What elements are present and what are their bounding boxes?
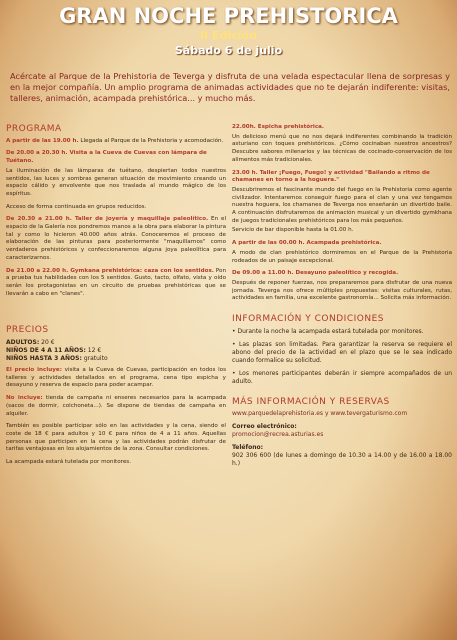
programa-title: PROGRAMA: [6, 124, 62, 134]
condicion-text: Los menores participantes deberán ir siempre acompañados de un adulto.: [232, 369, 453, 385]
price-list: [6, 339, 226, 363]
edition-label: II Edición: [200, 29, 257, 42]
programa-item-text: Servicio de bar disponible hasta la 01.00 h.: [232, 227, 354, 234]
event-date: Sábado 6 de julio: [174, 44, 283, 57]
price-value: gratuito: [83, 355, 108, 363]
precio-no-incluye: [6, 395, 226, 418]
price-ninos-3: [6, 355, 226, 363]
price-value: 12 €: [87, 347, 102, 355]
web-links[interactable]: www.parquedelaprehistoria.es y www.tevergaturismo.com: [232, 410, 408, 418]
programa-item: [232, 170, 452, 185]
programa-item-heading: A partir de las 00.00 h. Acampada prehistórica.: [232, 240, 382, 247]
price-label: NIÑOS HASTA 3 AÑOS:: [6, 355, 82, 363]
programa-item-text: En el espacio de la Galería nos pondremos manos a la obra para elaborar la pintura tal y como lo hicieron 40.000 años atrás. Conoceremos el proceso de elaboración de las pinturas para posteriormente "maquillarnos" como verdaderos prehistóricos y confeccionaremos alguna joya paleolítica para caracterizarnos.: [6, 216, 226, 261]
programa-item: [232, 240, 452, 248]
precio-incluye-label: El precio incluye:: [6, 367, 62, 374]
intro-paragraph: Acércate al Parque de la Prehistoria de Teverga y disfruta de una velada espectacular llena de sorpresas y en la mejor compañía. Un amplio programa de animadas actividades que no te dejarán indiferente: visitas, talleres, animación, acampada prehistórica... y mucho más.: [10, 71, 450, 103]
precio-note: También es posible participar sólo en las actividades y la cena, siendo el coste de 18 € para adultos y 10 € para niños de 4 a 11 años. Aquellas personas que participen en la cena y las actividades podrán disfrutar de tarifas ventajosas en los alojamientos de la zona. Consultar condiciones.: [6, 423, 226, 453]
programa-item-text: Llegada al Parque de la Prehistoria y acomodación.: [78, 137, 224, 144]
programa-item-heading: De 20.30 a 21.00 h. Taller de joyería y maquillaje paleolítico.: [6, 216, 209, 223]
email-link[interactable]: promocion@recrea.asturias.es: [232, 431, 324, 439]
phone-text: 902 306 600 (de lunes a domingo de 10.30 a 14.00 y de 16.00 a 18.00 h.): [232, 452, 452, 468]
precio-note: La acampada estará tutelada por monitores.: [6, 459, 131, 466]
condicion-item: • Los menores participantes deberán ir siempre acompañados de un adulto.: [232, 369, 453, 385]
programa-item-text: Descubriremos el fascinante mundo del fuego en la Prehistoria como agente civilizador. Intentaremos conseguir fuego para el clan y una vez tengamos nuestra hoguera, los chamanes de Teverga nos enseñarán un divertido baile. A continuación disfrutaremos de animación musical y un divertido gymkhana de juegos tradicionales prehistóricos para los más pequeños.: [232, 186, 452, 224]
condicion-text: Durante la noche la acampada estará tutelada por monitores.: [237, 327, 424, 335]
condicion-item: • Durante la noche la acampada estará tutelada por monitores.: [232, 327, 424, 335]
precio-incluye: [6, 367, 226, 390]
precio-incluye-text: visita a la Cueva de Cuevas, participación en todos los talleres y actividades detallados en el programa, cena tipo espicha y desayuno y reserva de espacio para poder acampar.: [6, 367, 227, 389]
precios-title: PRECIOS: [6, 325, 49, 336]
programa-item: [6, 216, 226, 262]
reservas-title: MÁS INFORMACIÓN Y RESERVAS: [232, 396, 390, 407]
precio-no-incluye-text: tienda de campaña ni enseres necesarios para la acampada (sacos de dormir, colchoneta...). Se dispone de tiendas de campaña en alquiler.: [6, 395, 227, 417]
programa-item-heading: De 09.00 a 11.00 h. Desayuno paleolítico y recogida.: [232, 270, 399, 277]
programa-item-heading: De 20.00 a 20.30 h. Visita a la Cueva de Cuevas con lámpara de Tuétano.: [6, 150, 207, 165]
programa-item-text: Acceso de forma continuada en grupos reducidos.: [6, 203, 147, 210]
price-value: 20 €: [41, 339, 55, 347]
price-ninos-4-11: [6, 347, 226, 355]
programa-item-text: Después de reponer fuerzas, nos prepararemos para disfrutar de una nueva jornada. Teverga nos ofrece múltiples propuestas: visitas culturales, rutas, actividades en familia, una excelente gastronomía... Solicita más información.: [232, 279, 452, 302]
programa-item: [232, 124, 452, 132]
programa-item: [232, 270, 452, 278]
poster-header: [0, 4, 457, 57]
price-label: NIÑOS DE 4 A 11 AÑOS:: [6, 347, 86, 355]
programa-item-heading: 23.00 h. Taller ¡Fuego, Fuego! y actividad "Bailando a ritmo de chamanes en torno a la hoguera.": [232, 169, 430, 184]
programa-item-heading: 22.00h. Espicha prehistórica.: [232, 124, 325, 130]
programa-item: [6, 268, 226, 299]
programa-item-text: La iluminación de las lámparas de tuétano, despiertan todos nuestros sentidos, las luces y sombras generan situación de movimiento creando un espacio cálido y envolvente que nos traslada al mundo mágico de los espíritus.: [6, 167, 226, 197]
programa-item: [6, 150, 226, 165]
programa-item-heading: De 21.00 a 22.00 h. Gymkana prehistórica: caza con los sentidos.: [6, 267, 214, 274]
left-column: [6, 124, 226, 472]
right-column: [232, 124, 452, 473]
poster-title: GRAN NOCHE PREHISTORICA: [59, 4, 398, 28]
phone-label: Teléfono:: [232, 444, 264, 452]
programa-item-text: Pon a prueba tus habilidades con los 5 sentidos. Gusto, tacto, olfato, vista y oído serán los protagonistas en un circuito de pruebas prehistóricas que se llevarán a cabo en "clanes".: [6, 267, 227, 297]
precio-no-incluye-label: No incluye:: [6, 395, 43, 402]
programa-item-text: A modo de clan prehistórico dormiremos en el Parque de la Prehistoria rodeados de un paisaje excepcional.: [232, 249, 452, 264]
condicion-text: Las plazas son limitadas. Para garantizar la reserva se requiere el abono del precio de la actividad en el plazo que se le sea indicado cuando formalice su solicitud.: [232, 340, 452, 364]
condicion-item: • Las plazas son limitadas. Para garantizar la reserva se requiere el abono del precio de la actividad en el plazo que se le sea indicado cuando formalice su solicitud.: [232, 340, 452, 364]
condiciones-title: INFORMACIÓN Y CONDICIONES: [232, 314, 384, 325]
programa-item-heading: A partir de las 19.00 h.: [6, 137, 79, 144]
programa-item: [6, 138, 226, 146]
programa-item-text: Un delicioso menú que no nos dejará indiferentes combinando la tradición asturiano con toques prehistóricos. ¿Cómo cocinaban nuestros ancestros? Descubre sabores milenarios y las técnicas de cocinado-conservación de los alimentos más tradicionales.: [232, 133, 452, 163]
email-label: Correo electrónico:: [232, 423, 297, 431]
price-adultos: [6, 339, 226, 347]
price-label: ADULTOS:: [6, 339, 40, 347]
